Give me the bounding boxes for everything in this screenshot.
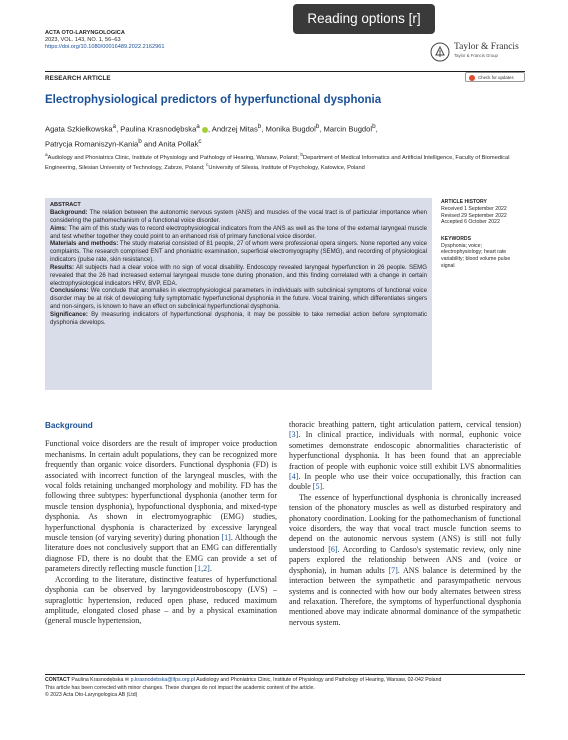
body-text: . In clinical practice, individuals with normal, euphonic voice sometimes demonstrate endoscopic abnormalities characteristic of hyperfunctional dysphonia. It has been found that an appreciable fraction of people with euphonic voice still exhibit LVS abnormalities (289, 430, 521, 471)
publisher-group: Taylor & Francis Group (454, 53, 498, 58)
journal-volume: 2023, VOL. 143, NO. 1, 56–63 (45, 37, 121, 43)
author-affil-sup: b (138, 137, 142, 145)
author-name[interactable]: Agata Szkiełkowska (45, 124, 113, 134)
author-name[interactable]: , Monika Bugdol (261, 124, 316, 134)
body-text: . Although the literature does not conclusively support that an EMG can differentially diagnose FD, there is no doubt that the EMG can provide a set of parameters directly reflecting muscle function (45, 533, 277, 574)
history-heading: ARTICLE HISTORY (441, 199, 487, 205)
citation-link[interactable]: [4] (289, 472, 299, 482)
citation-link[interactable]: [3] (289, 430, 299, 440)
author-affil-sup: b (315, 123, 320, 130)
journal-info (45, 30, 164, 51)
history-received: Received 1 September 2022 (441, 206, 507, 212)
author-name[interactable]: and Anita Pollak (141, 139, 199, 149)
abstract-label: Background: (50, 209, 88, 216)
abstract-label: Results: (50, 263, 75, 271)
body-text: The essence of hyperfunctional dysphonia is chronically increased tension of the phonatory muscles as well as disturbed respiratory and phonatory coordination. Looking for the pathomechanism of functional voice disorders, the way that vocal tract muscle function seems to depend on the autonomic nervous system (ANS) is still not fully understood (289, 492, 521, 554)
author-name[interactable]: , Andrzej Mitas (207, 124, 258, 134)
author-name[interactable]: Patrycja Romaniszyn-Kania (45, 139, 139, 149)
contact-email-link[interactable]: p.krasnodebska@ifps.org.pl (130, 677, 195, 683)
abstract-label: Conclusions: (50, 287, 89, 295)
citation-link[interactable]: [5] (312, 482, 323, 492)
body-column-left (45, 421, 277, 627)
taylor-francis-logo-icon (430, 42, 450, 62)
body-text: . ANS balance is determined by the interaction between the sympathetic and parasympathetic nervous systems and is connected with how our body alternates between stress and relaxation. Therefore, the symptoms of hyperfunctional dysphonia mentioned above may indicate abnormal dominance of the sympathetic nervous system. (289, 565, 522, 627)
affiliations (45, 152, 525, 173)
author-affil-sup: b (257, 123, 262, 130)
contact-affiliation: Audiology and Phoniatrics Clinic, Institute of Physiology and Pathology of Hearing, Warsaw, 02-042 Poland (194, 677, 442, 683)
abstract-background (50, 209, 427, 225)
body-text: . (209, 564, 212, 574)
body-text: . (322, 482, 325, 492)
article-sidebar (441, 199, 529, 269)
check-updates-button[interactable] (465, 72, 525, 82)
copyright: © 2023 Acta Oto-Laryngologica AB (Ltd) (45, 692, 138, 699)
article-type: RESEARCH ARTICLE (45, 75, 111, 82)
citation-link[interactable]: [1,2] (194, 564, 210, 574)
author-name[interactable]: , Paulina Krasnodębska (116, 124, 197, 134)
affil-sup: a (45, 153, 48, 158)
reading-options-button[interactable]: Reading options [r] (293, 4, 435, 34)
affil-sup: c (206, 163, 209, 169)
abstract-text: By measuring indicators of hyperfunctional dysphonia, it may be possible to take remedial action before symptomatic dysphonia develops. (50, 310, 427, 326)
author-affil-sup: a (196, 123, 200, 130)
abstract-text: The relation between the autonomic nervous system (ANS) and muscles of the vocal tract is of particular importance when considering the pathomechanism of a functional voice disorder. (50, 209, 427, 224)
abstract-box (45, 198, 432, 390)
contact-name: Paulina Krasnodębska (69, 677, 125, 683)
body-paragraph: According to the literature, distinctive features of hyperfunctional dysphonia can be observed by laryngovideostroboscopy (LVS) – supraglottic hypertension, reduced open phase, reduced maximum amplitude, elongated closed phase – and by a physical examination (general muscle hypertension, (45, 574, 277, 626)
correction-note: This article has been corrected with minor changes. These changes do not impact the academic content of the article. (45, 684, 315, 691)
author-affil-sup: b (372, 123, 376, 130)
abstract-label: Aims: (50, 224, 67, 232)
body-text: . According to Cardoso's systematic review, only nine papers explored the relationship between ANS and (voice or dysphonia), in human adults (289, 544, 521, 575)
abstract-text: All subjects had a clear voice with no sign of vocal disability. Endoscopy revealed laryngeal hyperfunction in 26 people. SEMG revealed that the 26 had increased external laryngeal muscle tone during phonation, and this finding correlated with a change in certain electrophysiological indicators HRV, BVP, EDA. (50, 263, 427, 287)
abstract-text: The aim of this study was to record electrophysiological indicators from the ANS as well as the tone of the external laryngeal muscle and test whether together they could point to an enhanced risk of primary functional voice disorder. (50, 224, 427, 240)
body-paragraph (289, 420, 521, 493)
abstract-label: Significance: (50, 310, 88, 318)
abstract-label: Materials and methods: (50, 240, 119, 248)
contact-line (45, 677, 525, 685)
email-icon: ✉ (124, 677, 130, 683)
header-rule (45, 71, 525, 72)
author-affil-sup: a (112, 123, 117, 130)
author-separator: , (375, 124, 378, 134)
doi-link[interactable]: https://doi.org/10.1080/00016489.2022.2162961 (45, 44, 165, 50)
article-title: Electrophysiological predictors of hyperfunctional dysphonia (45, 94, 382, 106)
citation-link[interactable]: [6] (328, 544, 338, 554)
footer-rule (45, 674, 525, 675)
body-text: . In people who use their voice occupationally, this fraction can double (289, 472, 521, 492)
abstract-aims (50, 225, 427, 241)
affil-sup: b (300, 153, 304, 158)
abstract-text: We conclude that anomalies in electrophysiological parameters in individuals with subclinical symptoms of functional voice disorder may be at risk of developing fully symptomatic hyperfunctional dysphonia in the future. Vocal training, which differentiates singers and non-singers, is known to have an effect on subclinical hyperfunctional dysphonia. (50, 287, 427, 311)
abstract-significance (50, 311, 427, 327)
contact-label: CONTACT (45, 677, 70, 683)
footer (45, 677, 525, 700)
body-column-right (289, 420, 521, 628)
abstract-conclusions (50, 287, 427, 311)
citation-link[interactable]: [1] (221, 533, 231, 543)
author-name[interactable]: , Marcin Bugdol (319, 124, 373, 134)
body-paragraph (289, 493, 521, 628)
affiliation: Audiology and Phoniatrics Clinic, Institute of Physiology and Pathology of Hearing, Warsaw, Poland; (47, 154, 301, 161)
author-affil-sup: c (198, 137, 202, 145)
author-list (45, 121, 525, 150)
check-updates-icon (469, 75, 475, 81)
citation-link[interactable]: [7] (388, 565, 398, 575)
history-accepted: Accepted 6 October 2022 (441, 219, 500, 226)
abstract-results (50, 264, 427, 288)
abstract-heading: ABSTRACT (50, 202, 81, 208)
journal-name: ACTA OTO-LARYNGOLOGICA (45, 30, 125, 36)
check-updates-label: Check for updates (478, 75, 514, 80)
keywords-list: Dysphonia; voice; electrophysiology; heart rate variability; blood volume pulse signal (441, 242, 511, 269)
publisher-name: Taylor & Francis (454, 42, 519, 52)
abstract-methods (50, 240, 427, 264)
body-text: thoracic breathing pattern, tight articulation pattern, cervical tension) (289, 420, 521, 429)
abstract-text: The study material consisted of 81 people, 27 of whom were professional opera singers. None reported any voice complaints. The research comprised ENT and phoniatric examination, superficial electromyography (SEMG), and recording of physiological indicators (pulse rate, skin resistance). (50, 240, 427, 264)
keywords-heading: KEYWORDS (441, 235, 471, 242)
affiliation: Department of Medical Informatics and Artificial Intelligence, Faculty of Biomedical Engineering, Silesian University of Technology, Zabrze, Poland; (45, 154, 510, 172)
body-paragraph (45, 439, 277, 574)
history-revised: Revised 29 September 2022 (441, 212, 507, 219)
affiliation: University of Silesia, Institute of Psychology, Katowice, Poland (208, 165, 365, 172)
section-heading: Background (45, 421, 93, 430)
body-text: Functional voice disorders are the result of improper voice production mechanisms. In certain adult populations, they can be recognized more frequently than organic voice disorders. Functional dysphonia (FD) is associated with incorrect function of the laryngeal muscles, with the vocal folds retaining unchanged morphology and mobility. FD has the following three subtypes: hyperfunctional dysphonia (another term for muscle tension dysphonia), hypofunctional dysphonia, and mixed-type dysphonia. As shown in electromyographic (EMG) studies, hyperfunctional dysphonia is characterized by excessive laryngeal muscle tension (of varying severity) during phonation (45, 439, 277, 543)
